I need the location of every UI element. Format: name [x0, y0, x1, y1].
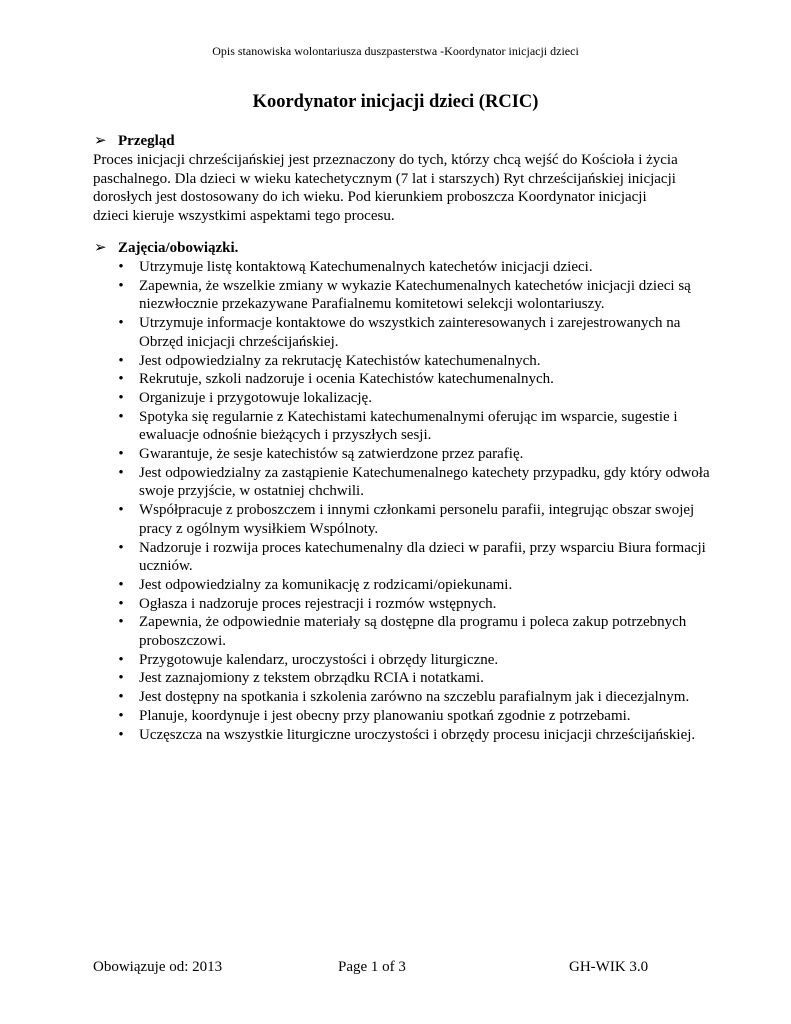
footer-page-number: Page 1 of 3 — [338, 959, 406, 975]
list-item-text: Jest odpowiedzialny za zastąpienie Katechumenalnego katechety przypadku, gdy który odwoła swoje przyjście, w ostatniej chchwili. — [139, 464, 710, 500]
list-item — [93, 258, 713, 277]
bullet-icon: • — [118, 277, 124, 294]
list-item — [93, 370, 713, 389]
duties-list — [93, 258, 713, 744]
list-item — [93, 464, 713, 501]
bullet-icon: • — [118, 259, 124, 275]
list-item — [93, 314, 713, 351]
bullet-icon: • — [118, 408, 124, 425]
running-header: Opis stanowiska wolontariusza duszpasterstwa -Koordynator inicjacji dzieci — [212, 44, 579, 58]
bullet-icon: • — [118, 446, 124, 463]
bullet-icon: • — [118, 389, 124, 406]
section-heading-label: Zajęcia/obowiązki. — [118, 240, 239, 256]
bullet-icon: • — [118, 576, 124, 593]
bullet-icon: • — [118, 371, 124, 388]
list-item-text: Ogłasza i nadzoruje proces rejestracji i rozmów wstępnych. — [139, 595, 497, 612]
list-item — [93, 707, 713, 726]
list-item-text: Gwarantuje, że sesje katechistów są zatwierdzone przez parafię. — [139, 446, 524, 463]
list-item-text: Jest dostępny na spotkania i szkolenia zarówno na szczeblu parafialnym jak i diecezjalnym. — [139, 689, 690, 706]
bullet-icon: • — [118, 464, 124, 481]
list-item — [93, 352, 713, 371]
list-item-text: Przygotowuje kalendarz, uroczystości i obrzędy liturgiczne. — [139, 651, 499, 668]
list-item — [93, 651, 713, 670]
list-item — [93, 669, 713, 688]
list-item-text: Planuje, koordynuje i jest obecny przy planowaniu spotkań zgodnie z potrzebami. — [139, 707, 631, 724]
bullet-icon: • — [118, 595, 124, 612]
list-item-text: Zapewnia, że wszelkie zmiany w wykazie Katechumenalnych katechetów inicjacji dzieci są niezwłocznie przekazywane Parafialnemu komitetowi selekcji wolontariuszy. — [139, 277, 691, 313]
bullet-icon: • — [118, 614, 124, 631]
list-item-text: Nadzoruje i rozwija proces katechumenalny dla dzieci w parafii, przy wsparciu Biura formacji uczniów. — [139, 539, 706, 575]
list-item-text: Spotyka się regularnie z Katechistami katechumenalnymi oferując im wsparcie, sugestie i ewaluacje odnośnie bieżących i przyszłych sesji. — [139, 408, 678, 444]
section-heading-duties — [94, 239, 238, 258]
document-title: Koordynator inicjacji dzieci (RCIC) — [252, 92, 539, 112]
list-item — [93, 408, 713, 445]
list-item — [93, 613, 713, 650]
bullet-icon: • — [118, 539, 124, 556]
list-item-text: Utrzymuje informacje kontaktowe do wszystkich zainteresowanych i zarejestrowanych na Obrzęd inicjacji chrześcijańskiej. — [139, 315, 681, 350]
paragraph-line: paschalnego. Dla dzieci w wieku katechetycznym (7 lat i starszych) Ryt chrześcijańskiej inicjacji — [93, 170, 676, 187]
bullet-icon: • — [118, 707, 124, 724]
list-item-text: Współpracuje z proboszczem i innymi członkami personelu parafii, integrując obszar swojej pracy z ogólnym wysiłkiem Wspólnoty. — [139, 502, 695, 537]
paragraph-line: dzieci kieruje wszystkimi aspektami tego procesu. — [93, 208, 395, 225]
list-item — [93, 445, 713, 464]
footer-document-code: GH-WIK 3.0 — [569, 959, 649, 975]
list-item-text: Jest zaznajomiony z tekstem obrządku RCIA i notatkami. — [139, 670, 484, 687]
list-item-text: Rekrutuje, szkoli nadzoruje i ocenia Katechistów katechumenalnych. — [139, 371, 554, 388]
bullet-icon: • — [118, 502, 124, 519]
list-item-text: Zapewnia, że odpowiednie materiały są dostępne dla programu i poleca zakup potrzebnych proboszczowi. — [139, 614, 687, 650]
section-heading-label: Przegląd — [118, 133, 175, 149]
bullet-icon: • — [118, 726, 124, 743]
paragraph-line: Proces inicjacji chrześcijańskiej jest przeznaczony do tych, którzy chcą wejść do Kościoła i życia — [93, 152, 678, 168]
paragraph-line: dorosłych jest dostosowany do ich wieku. Pod kierunkiem proboszcza Koordynator inicjacji — [93, 189, 647, 206]
list-item — [93, 576, 713, 595]
list-item — [93, 595, 713, 614]
list-item — [93, 277, 713, 314]
list-item — [93, 688, 713, 707]
list-item — [93, 389, 713, 408]
bullet-icon: • — [118, 670, 124, 687]
overview-paragraph — [93, 151, 713, 226]
bullet-icon: • — [118, 689, 124, 706]
list-item — [93, 726, 713, 745]
list-item-text: Organizuje i przygotowuje lokalizację. — [139, 389, 372, 406]
list-item-text: Uczęszcza na wszystkie liturgiczne uroczystości i obrzędy procesu inicjacji chrześcijańskiej. — [139, 726, 696, 743]
bullet-icon: • — [118, 315, 124, 332]
list-item — [93, 539, 713, 576]
section-heading-overview — [94, 132, 175, 151]
arrow-bullet-icon: ➢ — [94, 240, 107, 256]
list-item — [93, 501, 713, 538]
list-item-text: Utrzymuje listę kontaktową Katechumenalnych katechetów inicjacji dzieci. — [139, 259, 593, 275]
arrow-bullet-icon: ➢ — [94, 133, 107, 149]
footer-effective-date: Obowiązuje od: 2013 — [93, 959, 223, 975]
list-item-text: Jest odpowiedzialny za rekrutację Katechistów katechumenalnych. — [139, 352, 541, 369]
bullet-icon: • — [118, 651, 124, 668]
list-item-text: Jest odpowiedzialny za komunikację z rodzicami/opiekunami. — [139, 576, 513, 593]
bullet-icon: • — [118, 352, 124, 369]
